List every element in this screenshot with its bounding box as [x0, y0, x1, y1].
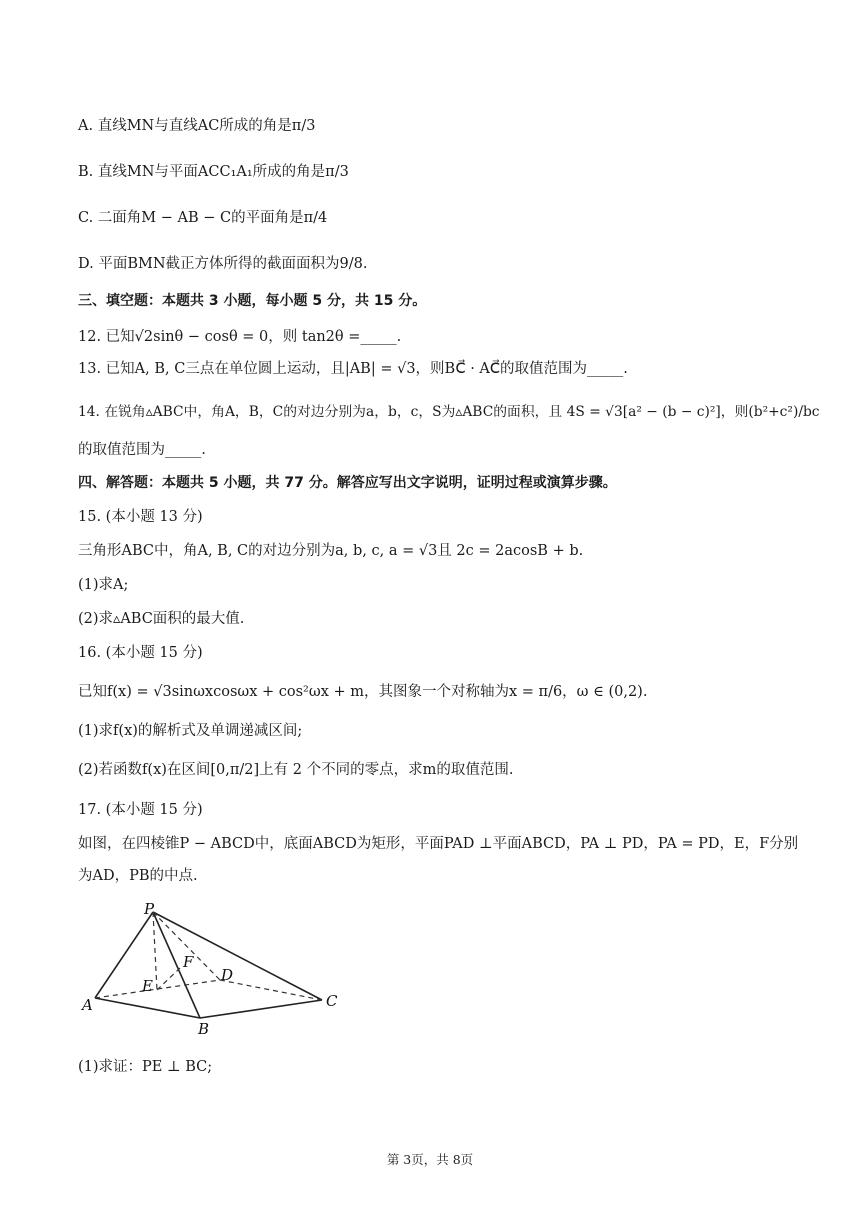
option-c: C. 二面角M − AB − C的平面角是π/4 [78, 210, 328, 226]
option-a: A. 直线MN与直线AC所成的角是π/3 [78, 118, 316, 134]
edge-dc [220, 980, 322, 1000]
question-13: 13. 已知A, B, C三点在单位圆上运动，且|AB| = √3，则BC⃗ · AC⃗的取值范围为_____. [78, 361, 628, 377]
edge-bc [200, 1000, 322, 1018]
question-14-line-1: 14. 在锐角▵ABC中，角A，B，C的对边分别为a，b，c，S为▵ABC的面积，且 4S = √3[a² − (b − c)²]，则(b²+c²)/bc [78, 404, 820, 420]
question-15-stem: 三角形ABC中，角A, B, C的对边分别为a, b, c, a = √3且 2c = 2acosB + b. [78, 543, 584, 559]
page-footer: 第 3页，共 8页 [386, 1152, 474, 1167]
question-15-title: 15. (本小题 13 分) [78, 509, 203, 525]
label-b: B [198, 1020, 210, 1038]
label-e: E [142, 977, 153, 995]
option-b: B. 直线MN与平面ACC₁A₁所成的角是π/3 [78, 164, 349, 180]
question-17-title: 17. (本小题 15 分) [78, 802, 203, 818]
question-16-title: 16. (本小题 15 分) [78, 645, 203, 661]
question-15-part-2: (2)求▵ABC面积的最大值. [78, 611, 245, 627]
question-17-part-1: (1)求证：PE ⊥ BC; [78, 1059, 213, 1075]
label-f: F [183, 953, 194, 971]
question-17-stem-line-2: 为AD，PB的中点. [78, 868, 198, 884]
label-a: A [82, 996, 93, 1014]
question-16-part-2: (2)若函数f(x)在区间[0,π/2]上有 2 个不同的零点，求m的取值范围. [78, 762, 514, 778]
segment-pe [153, 912, 157, 990]
question-15-part-1: (1)求A; [78, 577, 129, 593]
edge-ab [95, 998, 200, 1018]
label-p: P [144, 900, 155, 918]
option-d: D. 平面BMN截正方体所得的截面面积为9/8. [78, 256, 368, 272]
label-d: D [221, 966, 234, 984]
question-17-stem-line-1: 如图，在四棱锥P − ABCD中，底面ABCD为矩形，平面PAD ⊥平面ABCD，PA ⊥ PD，PA = PD，E，F分别 [78, 836, 799, 852]
question-14-line-2: 的取值范围为_____. [78, 442, 206, 458]
question-16-part-1: (1)求f(x)的解析式及单调递减区间; [78, 723, 303, 739]
question-16-stem: 已知f(x) = √3sinωxcosωx + cos²ωx + m，其图象一个对称轴为x = π/6，ω ∈ (0,2). [78, 684, 648, 700]
pyramid-figure [80, 900, 350, 1040]
section-4-heading: 四、解答题：本题共 5 小题，共 77 分。解答应写出文字说明，证明过程或演算步骤。 [78, 475, 617, 491]
section-3-heading: 三、填空题：本题共 3 小题，每小题 5 分，共 15 分。 [78, 293, 427, 309]
edge-pc [153, 912, 322, 1000]
question-12: 12. 已知√2sinθ − cosθ = 0，则 tan2θ =_____. [78, 329, 402, 345]
label-c: C [326, 992, 338, 1010]
